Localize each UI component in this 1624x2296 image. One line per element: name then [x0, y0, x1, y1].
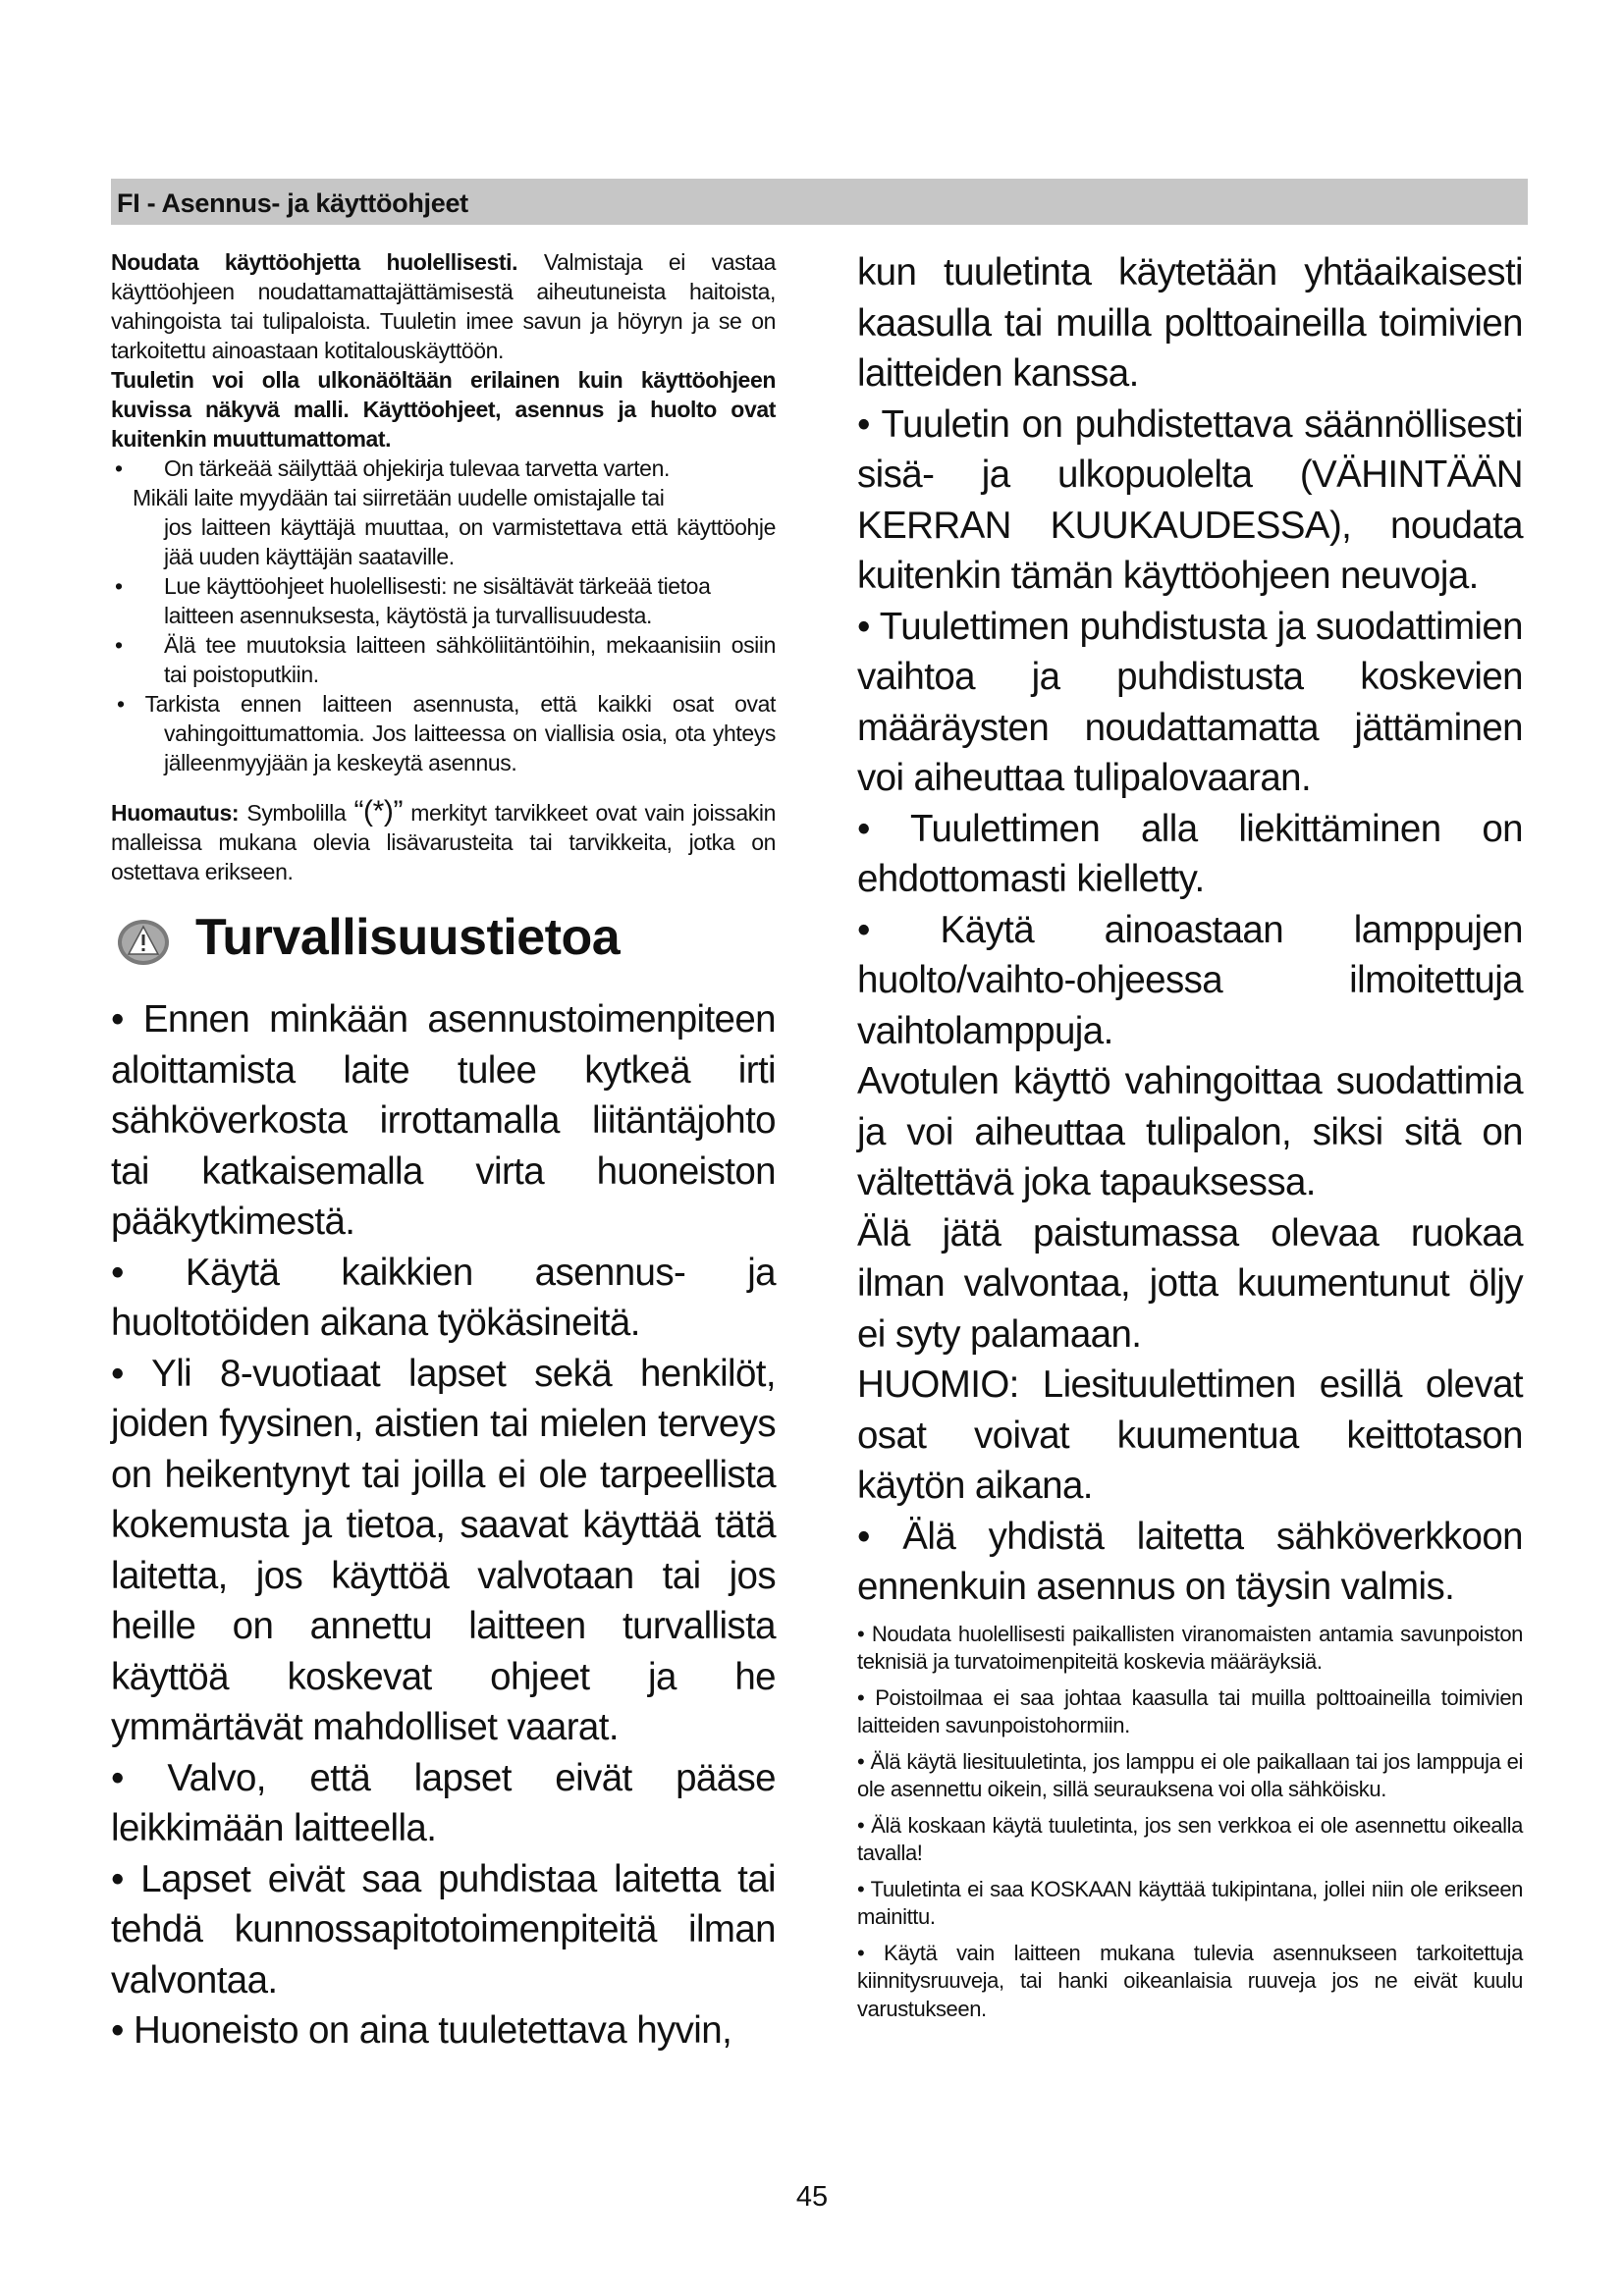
safety-paragraph: HUOMIO: Liesituulettimen esillä olevat osat voivat kuumentua keittotason käytön aikana.: [857, 1363, 1523, 1507]
small-paragraph: • Älä käytä liesituuletinta, jos lamppu ei ole paikallaan tai jos lamppuja ei ole asennettu oikein, sillä seurauksena voi olla sähköisku.: [857, 1748, 1523, 1801]
note-symbol: “(*)”: [353, 795, 404, 828]
bullet-dot: •: [115, 632, 123, 658]
mikali-continuation: jos laitteen käyttäjä muuttaa, on varmistettava että käyttöohje jää uuden käyttäjän saataville.: [164, 514, 776, 569]
note-label: Huomautus:: [111, 800, 240, 826]
safety-paragraph: • Älä yhdistä laitetta sähköverkkoon ennenkuin asennus on täysin valmis.: [857, 1515, 1523, 1608]
safety-paragraph: • Ennen minkään asennustoimenpiteen aloittamista laite tulee kytkeä irti sähköverkosta irrottamalla liitäntäjohto tai katkaisemalla virta huoneiston pääkytkimestä.: [111, 998, 776, 1243]
intro-bold-paragraph: Tuuletin voi olla ulkonäöltään erilainen kuin käyttöohjeen kuvissa näkyvä malli. Käyttöohjeet, asennus ja huolto ovat kuitenkin muuttumattomat.: [111, 367, 776, 452]
page-number: 45: [795, 2181, 829, 2213]
right-small-text: [857, 1621, 1523, 2024]
intro-text: Valmistaja ei vastaa käyttöohjeen noudattamattajättämisestä aiheutuneista haitoista, vahingoista tai tulipaloista. Tuuletin imee savun ja höyryn ja se on tarkoitettu ainoastaan kotitalouskäyttöön.: [111, 249, 776, 363]
safety-paragraph: • Käytä ainoastaan lamppujen huolto/vaihto-ohjeessa ilmoitettuja vaihtolamppuja.: [857, 908, 1523, 1052]
tarkista-item: • Tarkista ennen laitteen asennusta, että kaikki osat ovat vahingoittumattomia. Jos laitteessa on viallisia osia, ota yhteys jälleenmyyjään ja keskeytä asennus.: [117, 691, 776, 775]
note-paragraph: Huomautus: Symbolilla “(*)” merkityt tarvikkeet ovat vain joissakin malleissa mukana olevia lisävarusteita tai tarvikkeita, jotka on ostettava erikseen.: [111, 795, 776, 884]
left-big-text: [111, 994, 776, 2056]
bullet-item: • Lue käyttöohjeet huolellisesti: ne sisältävät tärkeää tietoa: [115, 573, 711, 599]
safety-paragraph: • Yli 8-vuotiaat lapset sekä henkilöt, joiden fyysinen, aistien tai mielen terveys on heikentynyt tai joilla ei ole tarpeellista kokemusta ja tietoa, saavat käyttää tätä laitetta, jos käyttöä valvotaan tai jos heille on annettu laitteen turvallista käyttöä koskevat ohjeet ja he ymmärtävät mahdolliset vaarat.: [111, 1352, 776, 1748]
bullet-continuation: laitteen asennuksesta, käytöstä ja turvallisuudesta.: [164, 603, 653, 628]
left-column: [111, 247, 776, 2056]
right-big-text: [857, 247, 1523, 1613]
safety-paragraph: • Valvo, että lapset eivät pääse leikkimään laitteella.: [111, 1756, 776, 1849]
header-title: FI - Asennus- ja käyttöohjeet: [117, 188, 468, 218]
safety-paragraph: Avotulen käyttö vahingoittaa suodattimia ja voi aiheuttaa tulipalon, siksi sitä on vältettävä joka tapauksessa.: [857, 1060, 1523, 1203]
safety-paragraph: • Tuuletin on puhdistettava säännöllisesti sisä- ja ulkopuolelta (VÄHINTÄÄN KERRAN KUUKAUDESSA), noudata kuitenkin tämän käyttöohjeen neuvoja.: [857, 402, 1523, 597]
bullet-dot: •: [115, 455, 123, 481]
safety-paragraph: • Lapset eivät saa puhdistaa laitetta tai tehdä kunnossapitotoimenpiteitä ilman valvontaa.: [111, 1857, 776, 2002]
safety-paragraph: • Tuulettimen alla liekittäminen on ehdottomasti kielletty.: [857, 807, 1523, 900]
right-column: [857, 247, 1523, 2031]
small-paragraph: • Tuuletinta ei saa KOSKAAN käyttää tukipintana, jollei niin ole erikseen mainittu.: [857, 1876, 1523, 1929]
intro-block: [111, 247, 776, 886]
small-paragraph: • Poistoilmaa ei saa johtaa kaasulla tai muilla polttoaineilla toimivien laitteiden savunpoistohormiin.: [857, 1684, 1523, 1737]
safety-paragraph: Älä jätä paistumassa olevaa ruokaa ilman valvontaa, jotta kuumentunut öljy ei syty palamaan.: [857, 1211, 1523, 1356]
small-paragraph: • Käytä vain laitteen mukana tulevia asennukseen tarkoitettuja kiinnitysruuveja, tai hanki oikeanlaisia ruuveja jos ne eivät kuulu varustukseen.: [857, 1940, 1523, 2021]
safety-paragraph: • Huoneisto on aina tuuletettava hyvin,: [111, 2009, 732, 2052]
intro-bold: Noudata käyttöohjetta huolellisesti.: [111, 249, 518, 275]
bullet-item: • On tärkeää säilyttää ohjekirja tulevaa tarvetta varten.: [115, 455, 670, 481]
warning-icon: [117, 918, 170, 967]
mikali-line: Mikäli laite myydään tai siirretään uudelle omistajalle tai: [133, 485, 665, 510]
safety-paragraph: kun tuuletinta käytetään yhtäaikaisesti kaasulla tai muilla polttoaineilla toimivien laitteiden kanssa.: [857, 251, 1523, 395]
bullet-item: • Älä tee muutoksia laitteen sähköliitäntöihin, mekaanisiin osiin tai poistoputkiin.: [115, 632, 776, 687]
bullet-dot: •: [115, 573, 123, 599]
small-paragraph: • Noudata huolellisesti paikallisten viranomaisten antamia savunpoiston teknisiä ja turvatoimenpiteitä koskevia määräyksiä.: [857, 1621, 1523, 1674]
safety-paragraph: • Tuulettimen puhdistusta ja suodattimien vaihtoa ja puhdistusta koskevien määräysten noudattamatta jättäminen voi aiheuttaa tulipalovaaran.: [857, 605, 1523, 799]
safety-paragraph: • Käytä kaikkien asennus- ja huoltotöiden aikana työkäsineitä.: [111, 1251, 776, 1344]
section-header-bar: [111, 179, 1528, 225]
safety-section-title: [111, 909, 776, 985]
small-paragraph: • Älä koskaan käytä tuuletinta, jos sen verkkoa ei ole asennettu oikealla tavalla!: [857, 1812, 1523, 1865]
intro-paragraph: [111, 247, 776, 365]
section-title: Turvallisuustietoa: [195, 909, 621, 966]
